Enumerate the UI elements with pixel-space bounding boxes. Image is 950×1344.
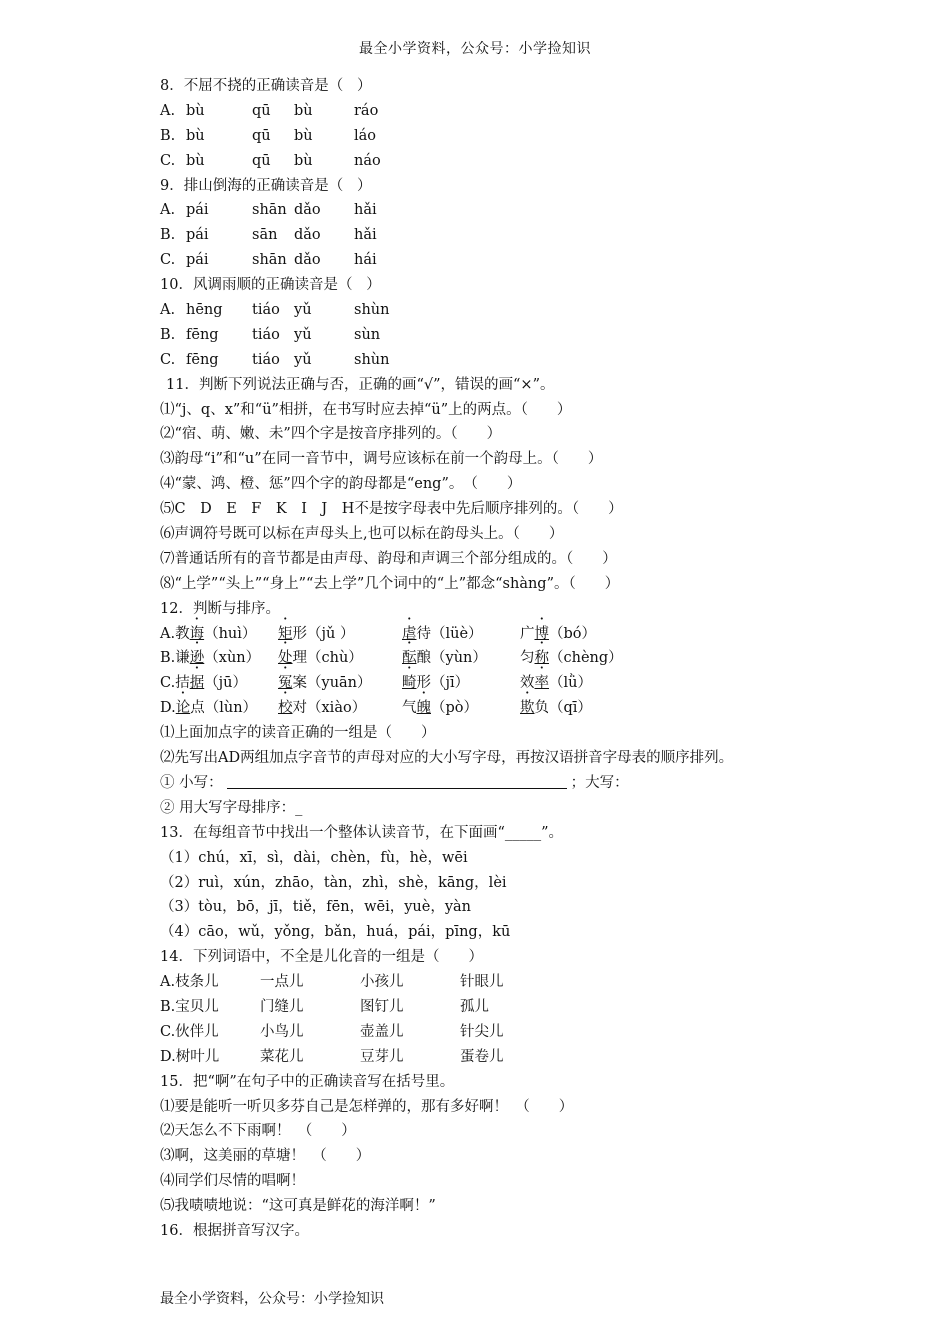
q9-option-c bbox=[160, 248, 800, 273]
word-item bbox=[160, 696, 278, 721]
question-16-title: 16．根据拼音写汉字。 bbox=[160, 1222, 309, 1239]
q11-item: ⑻“上学”“头上”“身上”“去上学”几个词中的“上”都念“shàng”。（ ） bbox=[160, 575, 620, 592]
row-label: D. bbox=[160, 700, 176, 717]
q13-item: （2）ruì，xún，zhāo，tàn，zhì，shè，kāng，lèi bbox=[160, 874, 507, 891]
fill-label: ；大写： bbox=[570, 774, 629, 791]
dotted-char: 逊 bbox=[189, 650, 205, 667]
option-label: C. bbox=[160, 252, 176, 269]
q8-option-a bbox=[160, 99, 800, 124]
pinyin: bù bbox=[186, 127, 205, 144]
option-label: C. bbox=[160, 152, 176, 169]
q11-item: ⑷“蒙、鸿、橙、惩”四个字的韵母都是“eng”。 （ ） bbox=[160, 476, 522, 493]
pinyin: tiáo bbox=[252, 302, 280, 319]
q14-row bbox=[160, 1045, 800, 1070]
q14-row bbox=[160, 970, 800, 995]
char: 酿 bbox=[416, 650, 431, 667]
pinyin: yǔ bbox=[294, 302, 312, 319]
word-item bbox=[278, 646, 402, 671]
dotted-char: 冤 bbox=[278, 675, 293, 692]
option-label: B. bbox=[160, 127, 176, 144]
pinyin: ráo bbox=[354, 102, 379, 119]
pinyin: pái bbox=[186, 252, 209, 269]
option-label: A. bbox=[160, 102, 176, 119]
dotted-char: 论 bbox=[175, 700, 191, 717]
q15-item: ⑶啊，这美丽的草塘！ （ ） bbox=[160, 1148, 371, 1165]
q10-option-c bbox=[160, 348, 800, 373]
pinyin: dǎo bbox=[294, 227, 321, 244]
char: 谦 bbox=[175, 650, 190, 667]
char: 点 bbox=[190, 700, 205, 717]
word: 蛋卷儿 bbox=[460, 1048, 504, 1065]
page-header: 最全小学资料，公众号：小学捡知识 bbox=[359, 41, 591, 57]
q15-item: ⑷同学们尽情的唱啊！ bbox=[160, 1173, 305, 1190]
dotted-char: 博 bbox=[534, 625, 549, 642]
q13-item: （1）chú，xī，sì，dài，chèn，fù，hè，wēi bbox=[160, 849, 468, 866]
word: 小鸟儿 bbox=[260, 1023, 304, 1040]
word-item bbox=[402, 622, 520, 647]
q8-option-b bbox=[160, 124, 800, 149]
dotted-char: 虐 bbox=[402, 625, 417, 642]
word: 针尖儿 bbox=[460, 1023, 504, 1040]
pinyin: （qī） bbox=[549, 700, 592, 717]
q12-sub2: ⑵先写出AD两组加点字音节的声母对应的大小写字母，再按汉语拼音字母表的顺序排列。 bbox=[160, 750, 734, 767]
word: 壶盖儿 bbox=[360, 1023, 404, 1040]
dotted-char: 魄 bbox=[416, 700, 431, 717]
q13-item: （3）tòu，bō，jī，tiě，fēn，wēi，yuè，yàn bbox=[160, 899, 472, 916]
pinyin: shān bbox=[252, 252, 287, 269]
pinyin: pái bbox=[186, 227, 209, 244]
pinyin: náo bbox=[354, 152, 381, 169]
word: 图钉儿 bbox=[360, 998, 404, 1015]
char: 教 bbox=[175, 625, 190, 642]
char: 气 bbox=[402, 700, 417, 717]
option-label: A. bbox=[160, 202, 176, 219]
page-footer: 最全小学资料，公众号：小学捡知识 bbox=[160, 1291, 384, 1307]
q15-item: ⑴要是能听一听贝多芬自己是怎样弹的，那有多好啊！ （ ） bbox=[160, 1098, 574, 1115]
pinyin: （chèng） bbox=[549, 650, 623, 667]
question-8-title: 8．不屈不挠的正确读音是（ ） bbox=[160, 78, 372, 94]
pinyin: （lǜ） bbox=[549, 675, 592, 692]
pinyin: （yuān） bbox=[307, 675, 372, 692]
word: D.树叶儿 bbox=[160, 1048, 220, 1065]
char: 效 bbox=[520, 675, 535, 692]
q12-row-a bbox=[160, 622, 800, 647]
word: 门缝儿 bbox=[260, 998, 304, 1015]
fill-label: ① 小写： bbox=[160, 774, 223, 791]
word-item bbox=[520, 696, 650, 721]
pinyin: （jī） bbox=[431, 675, 470, 692]
option-label: C. bbox=[160, 351, 176, 368]
pinyin: （xiào） bbox=[307, 700, 367, 717]
pinyin: sān bbox=[252, 227, 278, 244]
pinyin: （chù） bbox=[307, 650, 363, 667]
row-label: A. bbox=[160, 625, 176, 642]
q12-fill1 bbox=[160, 771, 800, 796]
pinyin: fēng bbox=[186, 326, 219, 343]
char: 负 bbox=[534, 700, 549, 717]
pinyin: hēng bbox=[186, 302, 223, 319]
pinyin: sùn bbox=[354, 326, 381, 343]
word-item bbox=[160, 671, 278, 696]
pinyin: hái bbox=[354, 252, 377, 269]
pinyin: tiáo bbox=[252, 351, 280, 368]
q11-item: ⑵“宿、萌、嫩、未”四个字是按音序排列的。（ ） bbox=[160, 426, 502, 443]
dotted-char: 诲 bbox=[189, 625, 205, 642]
pinyin: shān bbox=[252, 202, 287, 219]
pinyin: （bó） bbox=[549, 625, 597, 642]
dotted-char: 矩 bbox=[278, 625, 293, 642]
question-9-title: 9．排山倒海的正确读音是（ ） bbox=[160, 177, 372, 194]
dotted-char: 称 bbox=[534, 650, 549, 667]
pinyin: （jǔ ） bbox=[307, 625, 355, 642]
word: A.枝条儿 bbox=[160, 974, 219, 991]
option-label: B. bbox=[160, 227, 176, 244]
dotted-char: 据 bbox=[189, 675, 205, 692]
q14-row bbox=[160, 1020, 800, 1045]
q12-sub1: ⑴上面加点字的读音正确的一组是（ ） bbox=[160, 725, 436, 742]
dotted-char: 畸 bbox=[402, 675, 417, 692]
q11-item: ⑶韵母“i”和“u”在同一音节中，调号应该标在前一个韵母上。（ ） bbox=[160, 451, 603, 468]
pinyin: bù bbox=[186, 102, 205, 119]
pinyin: qū bbox=[252, 102, 271, 119]
pinyin: bù bbox=[294, 127, 313, 144]
word-item bbox=[278, 671, 402, 696]
char: 匀 bbox=[520, 650, 535, 667]
dotted-char: 处 bbox=[278, 650, 293, 667]
pinyin: qū bbox=[252, 152, 271, 169]
dotted-char: 酝 bbox=[402, 650, 417, 667]
q12-row-c bbox=[160, 671, 800, 696]
q11-item: ⑹声调符号既可以标在声母头上,也可以标在韵母头上。（ ） bbox=[160, 526, 564, 543]
pinyin: shùn bbox=[354, 351, 390, 368]
option-label: A. bbox=[160, 302, 176, 319]
word: 小孩儿 bbox=[360, 974, 404, 991]
pinyin: （jū） bbox=[204, 675, 248, 692]
pinyin: （xùn） bbox=[204, 650, 261, 667]
row-label: C. bbox=[160, 675, 176, 692]
q15-item: ⑵天怎么不下雨啊！ （ ） bbox=[160, 1123, 356, 1140]
pinyin: fēng bbox=[186, 351, 219, 368]
pinyin: bù bbox=[294, 102, 313, 119]
question-11-title: 11．判断下列说法正确与否，正确的画“√”，错误的画“×”。 bbox=[166, 376, 555, 393]
pinyin: dǎo bbox=[294, 202, 321, 219]
option-label: B. bbox=[160, 326, 176, 343]
char: 形 bbox=[292, 625, 307, 642]
word: B.宝贝儿 bbox=[160, 998, 219, 1015]
pinyin: （lüè） bbox=[431, 625, 483, 642]
char: 案 bbox=[292, 675, 307, 692]
q11-item: ⑸C D E F K I J H不是按字母表中先后顺序排列的。（ ） bbox=[160, 501, 623, 518]
char: 理 bbox=[292, 650, 307, 667]
pinyin: hǎi bbox=[354, 202, 377, 219]
q9-option-b bbox=[160, 223, 800, 248]
q15-item: ⑸我啧啧地说：“这可真是鲜花的海洋啊！” bbox=[160, 1198, 436, 1215]
q10-option-a bbox=[160, 298, 800, 323]
word: 豆芽儿 bbox=[360, 1048, 404, 1065]
question-12-title: 12．判断与排序。 bbox=[160, 600, 280, 617]
pinyin: dǎo bbox=[294, 252, 321, 269]
word-item bbox=[402, 696, 520, 721]
pinyin: （yùn） bbox=[431, 650, 487, 667]
q12-fill2: ② 用大写字母排序：_ bbox=[160, 799, 303, 816]
pinyin: bù bbox=[294, 152, 313, 169]
word: 菜花儿 bbox=[260, 1048, 304, 1065]
pinyin: pái bbox=[186, 202, 209, 219]
word: 一点儿 bbox=[260, 974, 304, 991]
q9-option-a bbox=[160, 198, 800, 223]
char: 对 bbox=[292, 700, 307, 717]
word-item bbox=[278, 622, 402, 647]
char: 广 bbox=[520, 625, 535, 642]
word: C.伙伴儿 bbox=[160, 1023, 219, 1040]
char: 待 bbox=[416, 625, 431, 642]
pinyin: qū bbox=[252, 127, 271, 144]
word-item bbox=[160, 646, 278, 671]
q11-item: ⑴“j、q、x”和“ü”相拼，在书写时应去掉“ü”上的两点。（ ） bbox=[160, 401, 572, 418]
word-item bbox=[520, 671, 650, 696]
q12-row-b bbox=[160, 646, 800, 671]
word-item bbox=[402, 646, 520, 671]
q13-item: （4）cāo，wǔ，yǒng，bǎn，huá，pái，pīng，kū bbox=[160, 924, 511, 941]
word-item bbox=[278, 696, 402, 721]
pinyin: láo bbox=[354, 127, 377, 144]
question-13-title: 13．在每组音节中找出一个整体认读音节，在下面画“_____”。 bbox=[160, 824, 564, 841]
question-15-title: 15．把“啊”在句子中的正确读音写在括号里。 bbox=[160, 1073, 455, 1090]
char: 形 bbox=[416, 675, 431, 692]
pinyin: yǔ bbox=[294, 351, 312, 368]
q11-item: ⑺普通话所有的音节都是由声母、韵母和声调三个部分组成的。（ ） bbox=[160, 550, 617, 567]
word-item bbox=[402, 671, 520, 696]
question-14-title: 14．下列词语中，不全是儿化音的一组是（ ） bbox=[160, 949, 483, 966]
q14-row bbox=[160, 995, 800, 1020]
row-label: B. bbox=[160, 650, 176, 667]
question-10-title: 10．风调雨顺的正确读音是（ ） bbox=[160, 277, 381, 294]
word: 针眼儿 bbox=[460, 974, 504, 991]
word: 孤儿 bbox=[460, 998, 489, 1015]
pinyin: bù bbox=[186, 152, 205, 169]
answer-blank[interactable] bbox=[227, 772, 567, 789]
pinyin: （huì） bbox=[204, 625, 257, 642]
pinyin: yǔ bbox=[294, 326, 312, 343]
char: 拮 bbox=[175, 675, 190, 692]
pinyin: （lùn） bbox=[204, 700, 258, 717]
pinyin: hǎi bbox=[354, 227, 377, 244]
dotted-char: 校 bbox=[278, 700, 293, 717]
pinyin: tiáo bbox=[252, 326, 280, 343]
word-item bbox=[160, 622, 278, 647]
worksheet-content bbox=[160, 74, 800, 1244]
pinyin: （pò） bbox=[431, 700, 479, 717]
pinyin: shùn bbox=[354, 302, 390, 319]
q10-option-b bbox=[160, 323, 800, 348]
dotted-char: 欺 bbox=[520, 700, 535, 717]
q12-row-d bbox=[160, 696, 800, 721]
dotted-char: 率 bbox=[534, 675, 549, 692]
q8-option-c bbox=[160, 149, 800, 174]
